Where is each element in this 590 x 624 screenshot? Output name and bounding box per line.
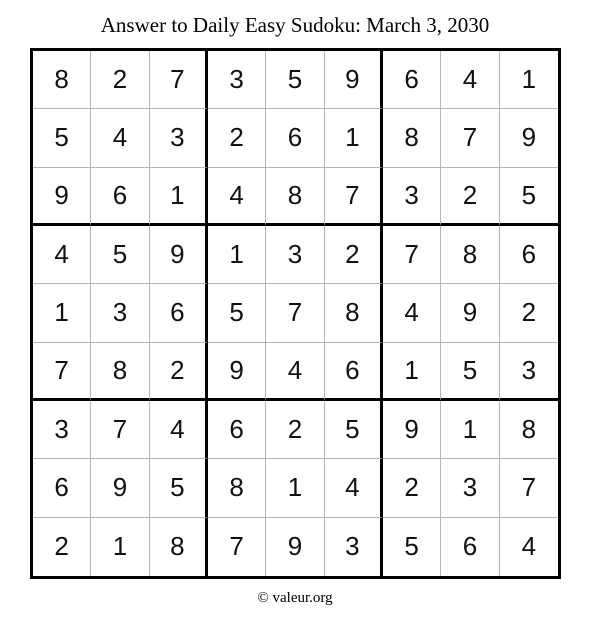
sudoku-cell-r1c9[interactable]: 1 [500,51,558,109]
sudoku-cell-r8c8[interactable]: 3 [441,459,499,517]
sudoku-cell-r1c4[interactable]: 3 [208,51,266,109]
sudoku-cell-r4c6[interactable]: 2 [325,226,383,284]
sudoku-cell-r6c6[interactable]: 6 [325,343,383,401]
sudoku-cell-r4c3[interactable]: 9 [150,226,208,284]
sudoku-cell-r3c3[interactable]: 1 [150,168,208,226]
sudoku-cell-r2c4[interactable]: 2 [208,109,266,167]
sudoku-cell-r8c3[interactable]: 5 [150,459,208,517]
sudoku-cell-r4c1[interactable]: 4 [33,226,91,284]
sudoku-cell-r2c2[interactable]: 4 [91,109,149,167]
sudoku-cell-r7c9[interactable]: 8 [500,401,558,459]
sudoku-cell-r5c8[interactable]: 9 [441,284,499,342]
sudoku-cell-r9c3[interactable]: 8 [150,518,208,576]
sudoku-cell-r7c7[interactable]: 9 [383,401,441,459]
sudoku-cell-r1c7[interactable]: 6 [383,51,441,109]
sudoku-cell-r3c6[interactable]: 7 [325,168,383,226]
sudoku-cell-r7c8[interactable]: 1 [441,401,499,459]
sudoku-cell-r9c1[interactable]: 2 [33,518,91,576]
sudoku-cell-r6c7[interactable]: 1 [383,343,441,401]
sudoku-cell-r7c3[interactable]: 4 [150,401,208,459]
sudoku-cell-r5c3[interactable]: 6 [150,284,208,342]
sudoku-cell-r7c1[interactable]: 3 [33,401,91,459]
sudoku-cell-r9c6[interactable]: 3 [325,518,383,576]
sudoku-cell-r3c5[interactable]: 8 [266,168,324,226]
sudoku-cell-r5c5[interactable]: 7 [266,284,324,342]
sudoku-cell-r1c5[interactable]: 5 [266,51,324,109]
sudoku-cell-r9c8[interactable]: 6 [441,518,499,576]
sudoku-cell-r8c4[interactable]: 8 [208,459,266,517]
sudoku-cell-r7c2[interactable]: 7 [91,401,149,459]
sudoku-cell-r2c3[interactable]: 3 [150,109,208,167]
sudoku-cell-r1c6[interactable]: 9 [325,51,383,109]
sudoku-cell-r5c2[interactable]: 3 [91,284,149,342]
sudoku-cell-r9c7[interactable]: 5 [383,518,441,576]
sudoku-cell-r2c7[interactable]: 8 [383,109,441,167]
sudoku-cell-r6c5[interactable]: 4 [266,343,324,401]
sudoku-cell-r8c5[interactable]: 1 [266,459,324,517]
sudoku-cell-r5c7[interactable]: 4 [383,284,441,342]
sudoku-cell-r3c2[interactable]: 6 [91,168,149,226]
sudoku-cell-r8c1[interactable]: 6 [33,459,91,517]
sudoku-cell-r9c9[interactable]: 4 [521,531,537,562]
sudoku-cell-r6c8[interactable]: 5 [441,343,499,401]
sudoku-cell-r1c3[interactable]: 7 [150,51,208,109]
sudoku-cell-r2c8[interactable]: 7 [441,109,499,167]
sudoku-cell-r6c9[interactable]: 3 [500,343,558,401]
sudoku-cell-r6c2[interactable]: 8 [91,343,149,401]
sudoku-cell-r8c7[interactable]: 2 [383,459,441,517]
sudoku-cell-r4c9[interactable]: 6 [500,226,558,284]
sudoku-cell-r6c4[interactable]: 9 [208,343,266,401]
sudoku-cell-r2c6[interactable]: 1 [325,109,383,167]
sudoku-cell-r1c2[interactable]: 2 [91,51,149,109]
sudoku-cell-r2c5[interactable]: 6 [266,109,324,167]
sudoku-cell-r2c1[interactable]: 5 [33,109,91,167]
sudoku-cell-r7c5[interactable]: 2 [266,401,324,459]
sudoku-grid [30,48,561,579]
sudoku-cell-r3c1[interactable]: 9 [33,168,91,226]
sudoku-cell-r1c1[interactable]: 8 [33,51,91,109]
sudoku-cell-r8c2[interactable]: 9 [91,459,149,517]
sudoku-cell-r8c6[interactable]: 4 [325,459,383,517]
sudoku-cell-r1c8[interactable]: 4 [441,51,499,109]
sudoku-cell-r4c5[interactable]: 3 [266,226,324,284]
sudoku-cell-r5c1[interactable]: 1 [33,284,91,342]
sudoku-cell-r3c9[interactable]: 5 [500,168,558,226]
copyright-footer: © valeur.org [257,590,333,606]
sudoku-cell-r6c3[interactable]: 2 [150,343,208,401]
sudoku-cell-r3c8[interactable]: 2 [441,168,499,226]
sudoku-cell-r2c9[interactable]: 9 [500,109,558,167]
sudoku-cell-r3c7[interactable]: 3 [383,168,441,226]
sudoku-cell-r9c4[interactable]: 7 [208,518,266,576]
sudoku-cell-r3c4[interactable]: 4 [208,168,266,226]
sudoku-cell-r8c9[interactable]: 7 [500,459,558,517]
sudoku-cell-r9c2[interactable]: 1 [91,518,149,576]
sudoku-cell-r9c5[interactable]: 9 [266,518,324,576]
sudoku-cell-r7c4[interactable]: 6 [208,401,266,459]
sudoku-cell-r4c4[interactable]: 1 [208,226,266,284]
sudoku-cell-r7c6[interactable]: 5 [325,401,383,459]
sudoku-cell-r6c1[interactable]: 7 [33,343,91,401]
sudoku-cell-r5c6[interactable]: 8 [325,284,383,342]
sudoku-cell-r5c4[interactable]: 5 [208,284,266,342]
page-title: Answer to Daily Easy Sudoku: March 3, 2030 [100,13,490,37]
sudoku-cell-r4c7[interactable]: 7 [383,226,441,284]
sudoku-cell-r5c9[interactable]: 2 [500,284,558,342]
sudoku-cell-r4c8[interactable]: 8 [441,226,499,284]
sudoku-cell-r4c2[interactable]: 5 [91,226,149,284]
